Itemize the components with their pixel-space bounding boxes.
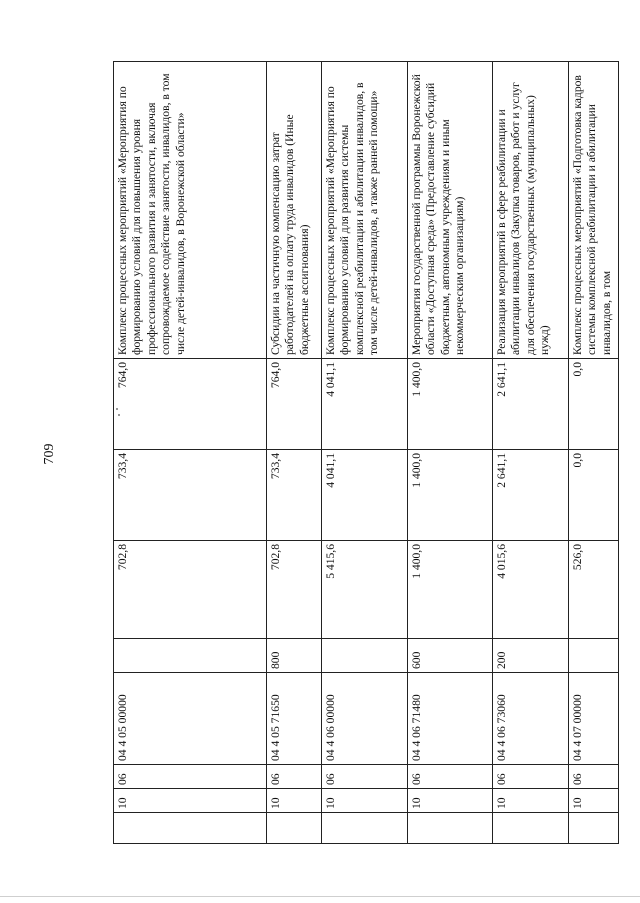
scan-speck [116,408,118,410]
section-cell: 10 [114,789,267,813]
value-year-1-cell: 702,8 [114,541,267,639]
section-cell: 10 [322,789,408,813]
value-year-2-cell: 2 641,1 [493,450,569,541]
table-row [569,62,619,844]
spacer-cell [322,813,408,844]
table-body [114,62,619,844]
value-year-1-cell: 526,0 [569,541,619,639]
section-cell: 10 [569,789,619,813]
expense-type-cell: 800 [267,639,322,673]
target-article-cell: 04 4 07 00000 [569,673,619,765]
expense-type-cell [322,639,408,673]
value-year-1-cell: 1 400,0 [408,541,493,639]
target-article-cell: 04 4 06 73060 [493,673,569,765]
value-year-3-cell: 1 400,0 [408,359,493,450]
subsection-cell: 06 [322,765,408,789]
value-year-1-cell: 702,8 [267,541,322,639]
expense-type-cell [114,639,267,673]
rotated-page-content [113,62,613,844]
page-number: 709 [42,443,57,465]
value-year-1-cell: 5 415,6 [322,541,408,639]
value-year-3-cell: 2 641,1 [493,359,569,450]
item-name-cell: Комплекс процессных мероприятий «Мероприятия по формированию условий для развития системы комплексной реабилитации и абилитации инвалидов, в том числе детей-инвалидов, а также ранней помощи» [322,62,408,359]
scan-speck [118,414,120,416]
target-article-cell: 04 4 05 71650 [267,673,322,765]
table-row [267,62,322,844]
section-cell: 10 [408,789,493,813]
value-year-2-cell: 0,0 [569,450,619,541]
budget-table [113,61,619,844]
table-row [114,62,267,844]
item-name-cell: Реализация мероприятий в сфере реабилитации и абилитации инвалидов (Закупка товаров, работ и услуг для обеспечения государственных (муниципальных) нужд) [493,62,569,359]
item-name-cell: Субсидии на частичную компенсацию затрат работодателей на оплату труда инвалидов (Иные бюджетные ассигнования) [267,62,322,359]
value-year-3-cell: 4 041,1 [322,359,408,450]
value-year-2-cell: 4 041,1 [322,450,408,541]
subsection-cell: 06 [493,765,569,789]
value-year-3-cell: 764,0 [267,359,322,450]
value-year-2-cell: 1 400,0 [408,450,493,541]
table-row [322,62,408,844]
spacer-cell [114,813,267,844]
item-name-cell: Мероприятия государственной программы Воронежской области «Доступная среда» (Предоставление субсидий бюджетным, автономным учреждениям и иным некоммерческим организациям) [408,62,493,359]
table-row [493,62,569,844]
spacer-cell [493,813,569,844]
value-year-2-cell: 733,4 [114,450,267,541]
subsection-cell: 06 [569,765,619,789]
item-name-cell: Комплекс процессных мероприятий «Подготовка кадров системы комплексной реабилитации и абилитации инвалидов, в том [569,62,619,359]
subsection-cell: 06 [408,765,493,789]
subsection-cell: 06 [267,765,322,789]
section-cell: 10 [267,789,322,813]
table-row [408,62,493,844]
table-frame [113,62,613,844]
target-article-cell: 04 4 06 71480 [408,673,493,765]
spacer-cell [267,813,322,844]
value-year-2-cell: 733,4 [267,450,322,541]
section-cell: 10 [493,789,569,813]
spacer-cell [408,813,493,844]
expense-type-cell: 200 [493,639,569,673]
spacer-cell [569,813,619,844]
target-article-cell: 04 4 05 00000 [114,673,267,765]
item-name-cell: Комплекс процессных мероприятий «Мероприятия по формированию условий для повышения уровня профессионального развития и занятости, включая сопровождаемое содействие занятости, инвалидов, в том числе детей-инвалидов, в Воронежской области» [114,62,267,359]
value-year-1-cell: 4 015,6 [493,541,569,639]
expense-type-cell: 600 [408,639,493,673]
target-article-cell: 04 4 06 00000 [322,673,408,765]
expense-type-cell [569,639,619,673]
value-year-3-cell: 764,0 [114,359,267,450]
scan-edge-line [0,896,640,897]
value-year-3-cell: 0,0 [569,359,619,450]
subsection-cell: 06 [114,765,267,789]
